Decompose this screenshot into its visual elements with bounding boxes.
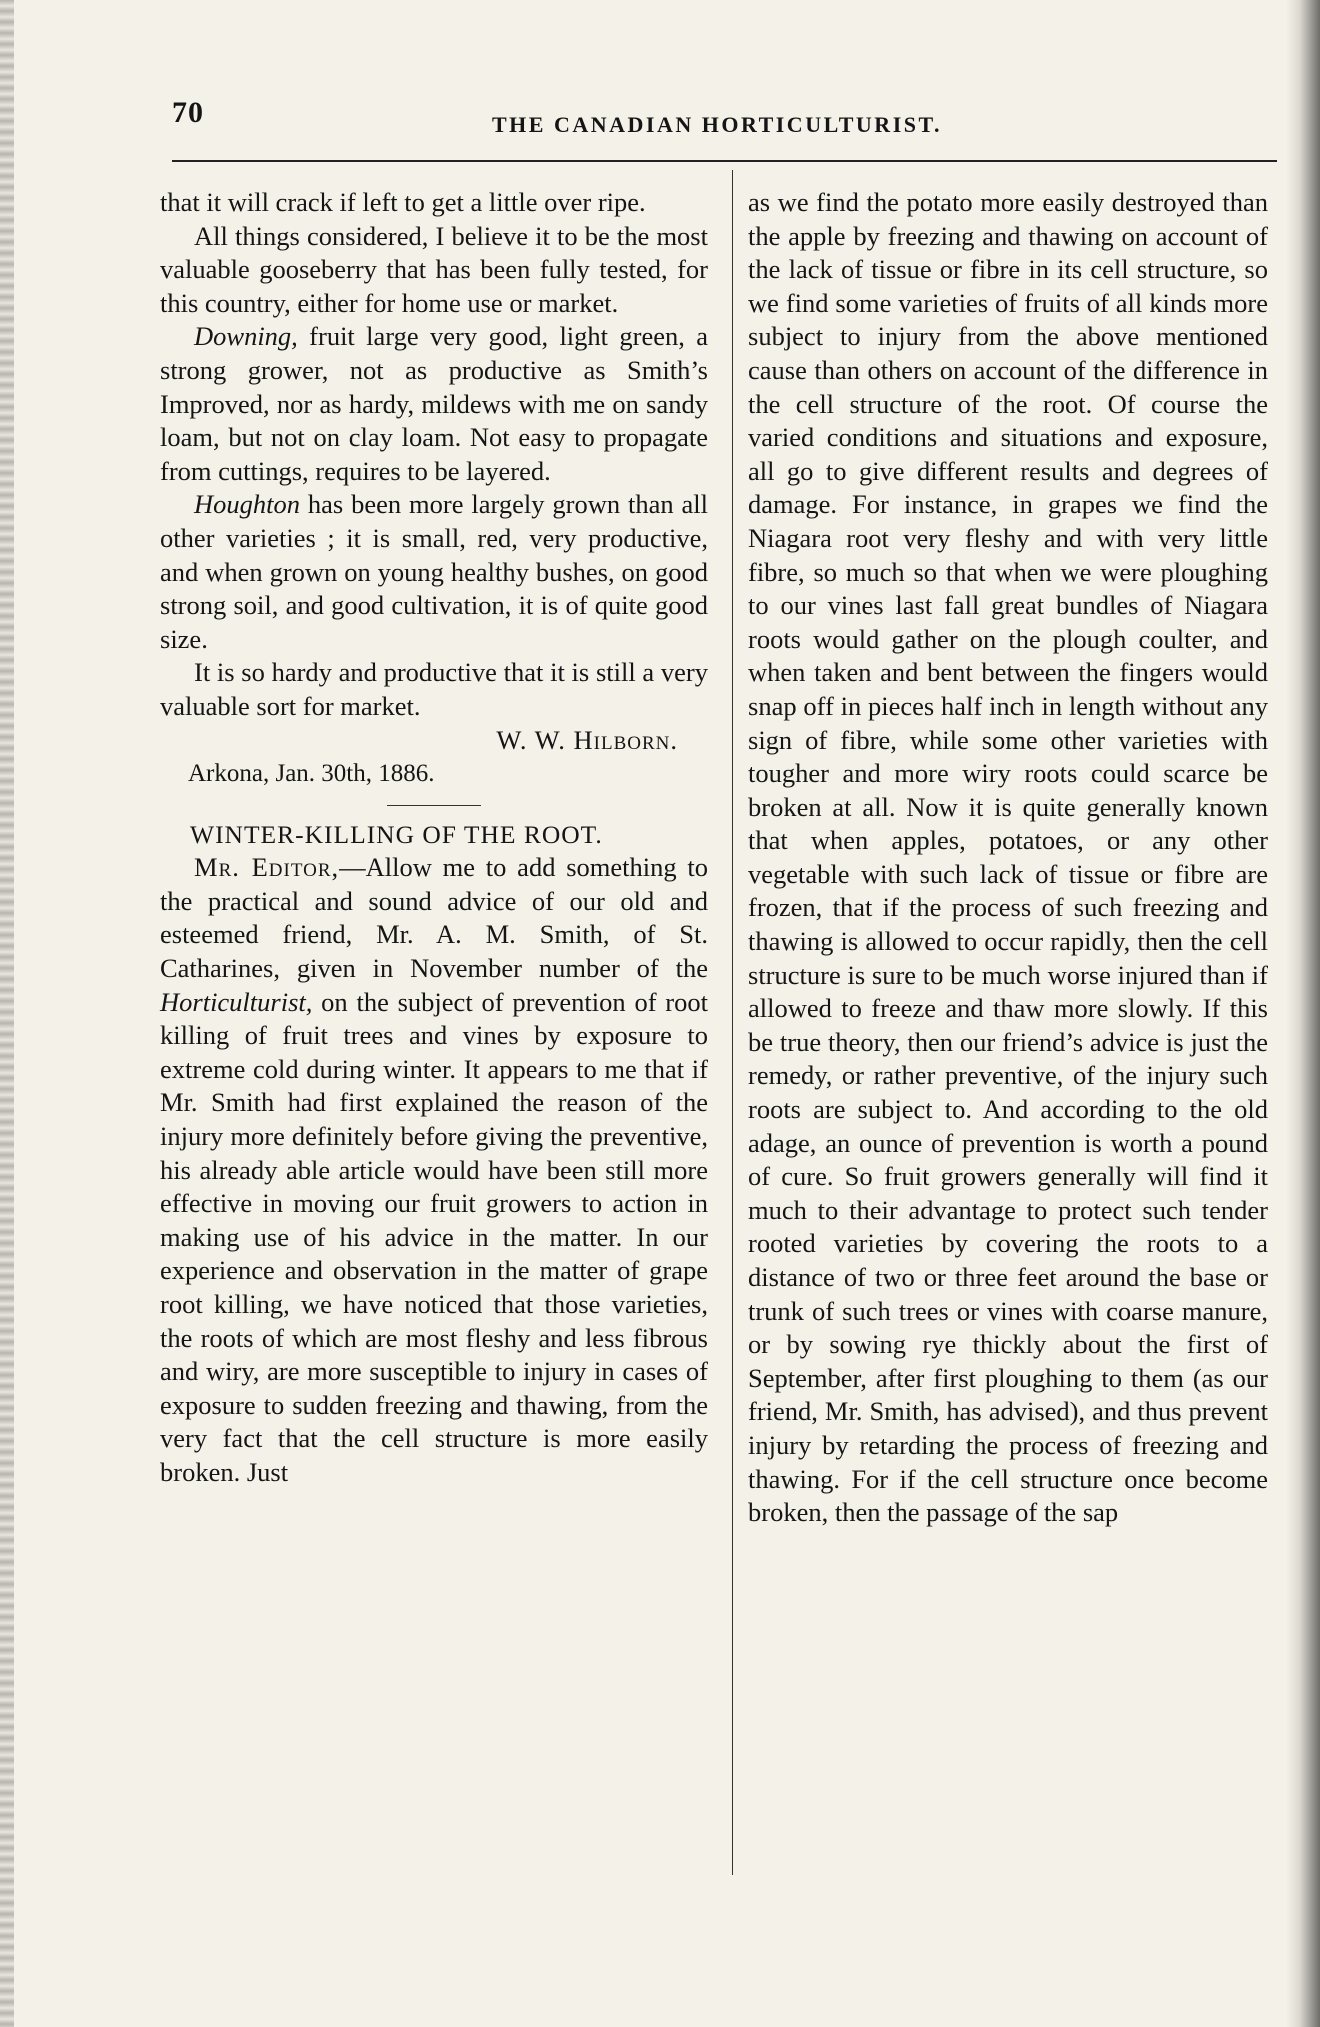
publication-title: Horticulturist, — [160, 986, 313, 1017]
dateline: Arkona, Jan. 30th, 1886. — [188, 760, 435, 788]
page-number: 70 — [172, 96, 204, 129]
salutation: Mr. Editor, — [194, 852, 340, 883]
left-column — [160, 186, 708, 1490]
binding-shadow — [1286, 0, 1320, 2027]
paragraph-verdict: All things considered, I believe it to be the most valuable gooseberry that has been fully tested, for this country, either for home use or market. — [160, 220, 708, 318]
scan-left-edge — [0, 0, 14, 2027]
paragraph-letter — [160, 851, 708, 1489]
header-rule — [172, 160, 1277, 162]
paragraph-houghton — [160, 488, 708, 656]
running-head: THE CANADIAN HORTICULTURIST. — [492, 112, 943, 137]
variety-name-downing: Downing, — [194, 321, 298, 352]
paragraph-continued: that it will crack if left to get a little over ripe. — [160, 187, 646, 217]
paragraph-hardy: It is so hardy and productive that it is still a very valuable sort for market. — [160, 657, 708, 721]
letter-text-b: on the subject of prevention of root killing of fruit trees and vines by exposure to extreme cold during winter. It appears to me that if Mr. Smith had first explained the reason of the injury more definitely before giving the preventive, his already able article would have been still more effective in moving our fruit growers to action in making use of his advice in the matter. In our experience and observation in the matter of grape root killing, we have noticed that those varieties, the roots of which are most fleshy and less fibrous and wiry, are more susceptible to injury in cases of exposure to sudden freezing and thawing, from the very fact that the cell structure is more easily broken. Just — [160, 986, 708, 1487]
column-rule — [732, 170, 733, 1875]
paragraph-downing-text: fruit large very good, light green, a strong grower, not as productive as Smith’s Improved, nor as hardy, mildews with me on sandy loam, but not on clay loam. Not easy to propagate from cuttings, requires to be layered. — [160, 321, 708, 486]
paragraph-downing — [160, 320, 708, 488]
paragraph-continuation: as we find the potato more easily destroyed than the apple by freezing and thawing on account of the lack of tissue or fibre in its cell structure, so we find some varieties of fruits of all kinds more subject to injury from the above mentioned cause than others on account of the difference in the cell structure of the root. Of course the varied conditions and situations and exposure, all go to give different results and degrees of damage. For instance, in grapes we find the Niagara root very fleshy and with very little fibre, so much so that when we were ploughing to our vines last fall great bundles of Niagara roots would gather on the plough coulter, and when taken and bent between the fingers would snap off in pieces half inch in length without any sign of fibre, while some other varieties with tougher and more wiry roots could scarce be broken at all. Now it is quite generally known that when apples, potatoes, or any other vegetable with such lack of tissue or fibre are frozen, that if the process of such freezing and thawing is allowed to occur rapidly, then the cell structure is sure to be much worse injured than if allowed to freeze and thaw more slowly. If this be true theory, then our friend’s advice is just the remedy, or rather preventive, of the injury such roots are subject to. And according to the old adage, an ounce of prevention is worth a pound of cure. So fruit growers generally will find it much to their advantage to protect such tender rooted varieties by covering the roots to a distance of two or three feet around the base or trunk of such trees or vines with coarse manure, or by sowing rye thickly about the first of September, after first ploughing to them (as our friend, Mr. Smith, has advised), and thus prevent injury by retarding the process of freezing and thawing. For if the cell structure once become broken, then the passage of the sap — [748, 187, 1268, 1528]
section-divider — [387, 805, 481, 806]
section-heading: WINTER-KILLING OF THE ROOT. — [190, 819, 603, 849]
letter-text-a: —Allow me to add something to the practical and sound advice of our old and esteemed friend, Mr. A. M. Smith, of St. Catharines, given in November number of the — [160, 852, 708, 984]
paragraph-houghton-text: has been more largely grown than all other varieties ; it is small, red, very productive, and when grown on young healthy bushes, on good strong soil, and good cultivation, it is of quite good size. — [160, 489, 708, 654]
right-column — [748, 186, 1268, 1530]
page-header — [172, 96, 1292, 150]
variety-name-houghton: Houghton — [194, 489, 300, 520]
author-signature: W. W. Hilborn. — [496, 724, 678, 755]
